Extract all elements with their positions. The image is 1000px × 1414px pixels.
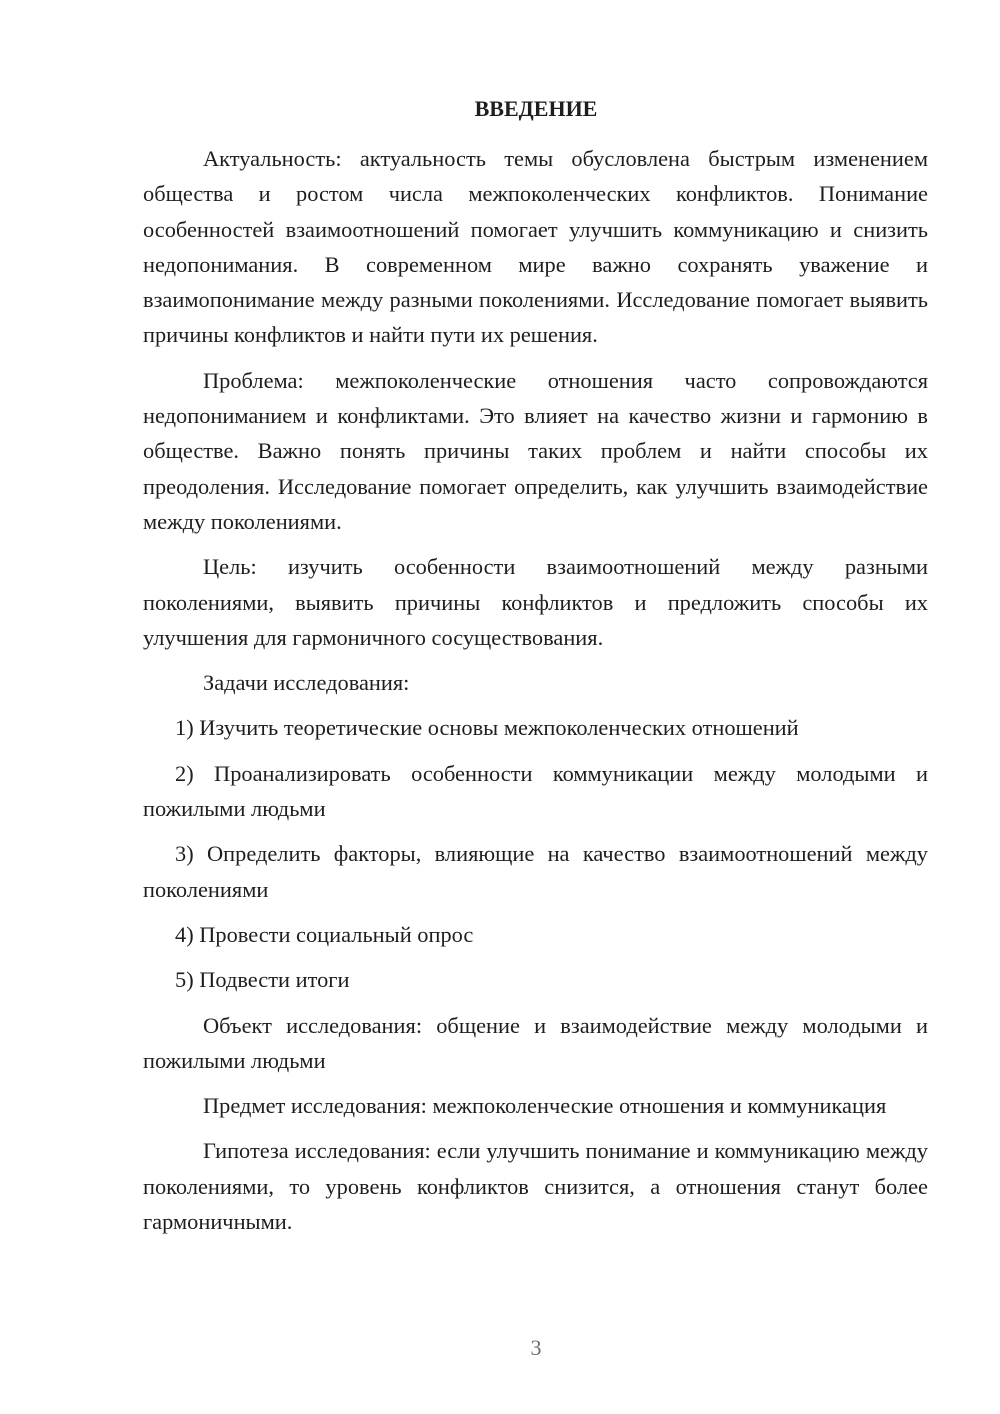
hypothesis-paragraph: Гипотеза исследования: если улучшить понимание и коммуникацию между поколениями, то уровень конфликтов снизится, а отношения станут более гармоничными. (143, 1138, 928, 1235)
task-item-3: 3) Определить факторы, влияющие на качество взаимоотношений между поколениями (143, 841, 928, 902)
document-body (143, 141, 928, 1249)
task-item-4: 4) Провести социальный опрос (175, 921, 474, 947)
task-item-1: 1) Изучить теоретические основы межпоколенческих отношений (175, 715, 799, 741)
page-title: ВВЕДЕНИЕ (474, 96, 598, 121)
task-item-5: 5) Подвести итоги (175, 967, 350, 993)
relevance-paragraph: Актуальность: актуальность темы обусловлена быстрым изменением общества и ростом числа межпоколенческих конфликтов. Понимание особенностей взаимоотношений помогает улучшить коммуникацию и снизить недопонимания. В современном мире важно сохранять уважение и взаимопонимание между разными поколениями. Исследование помогает выявить причины конфликтов и найти пути их решения. (143, 146, 928, 348)
object-paragraph: Объект исследования: общение и взаимодействие между молодыми и пожилыми людьми (143, 1012, 928, 1073)
page-number: 3 (530, 1335, 542, 1360)
task-item-2: 2) Проанализировать особенности коммуникации между молодыми и пожилыми людьми (143, 760, 928, 822)
subject-paragraph: Предмет исследования: межпоколенческие отношения и коммуникация (203, 1093, 887, 1119)
tasks-heading: Задачи исследования: (203, 670, 410, 696)
problem-paragraph: Проблема: межпоколенческие отношения часто сопровождаются недопониманием и конфликтами. Это влияет на качество жизни и гармонию в обществе. Важно понять причины таких проблем и найти способы их преодоления. Исследование помогает определить, как улучшить взаимодействие между поколениями. (143, 367, 928, 534)
goal-paragraph: Цель: изучить особенности взаимоотношений между разными поколениями, выявить причины конфликтов и предложить способы их улучшения для гармоничного сосуществования. (143, 554, 928, 650)
